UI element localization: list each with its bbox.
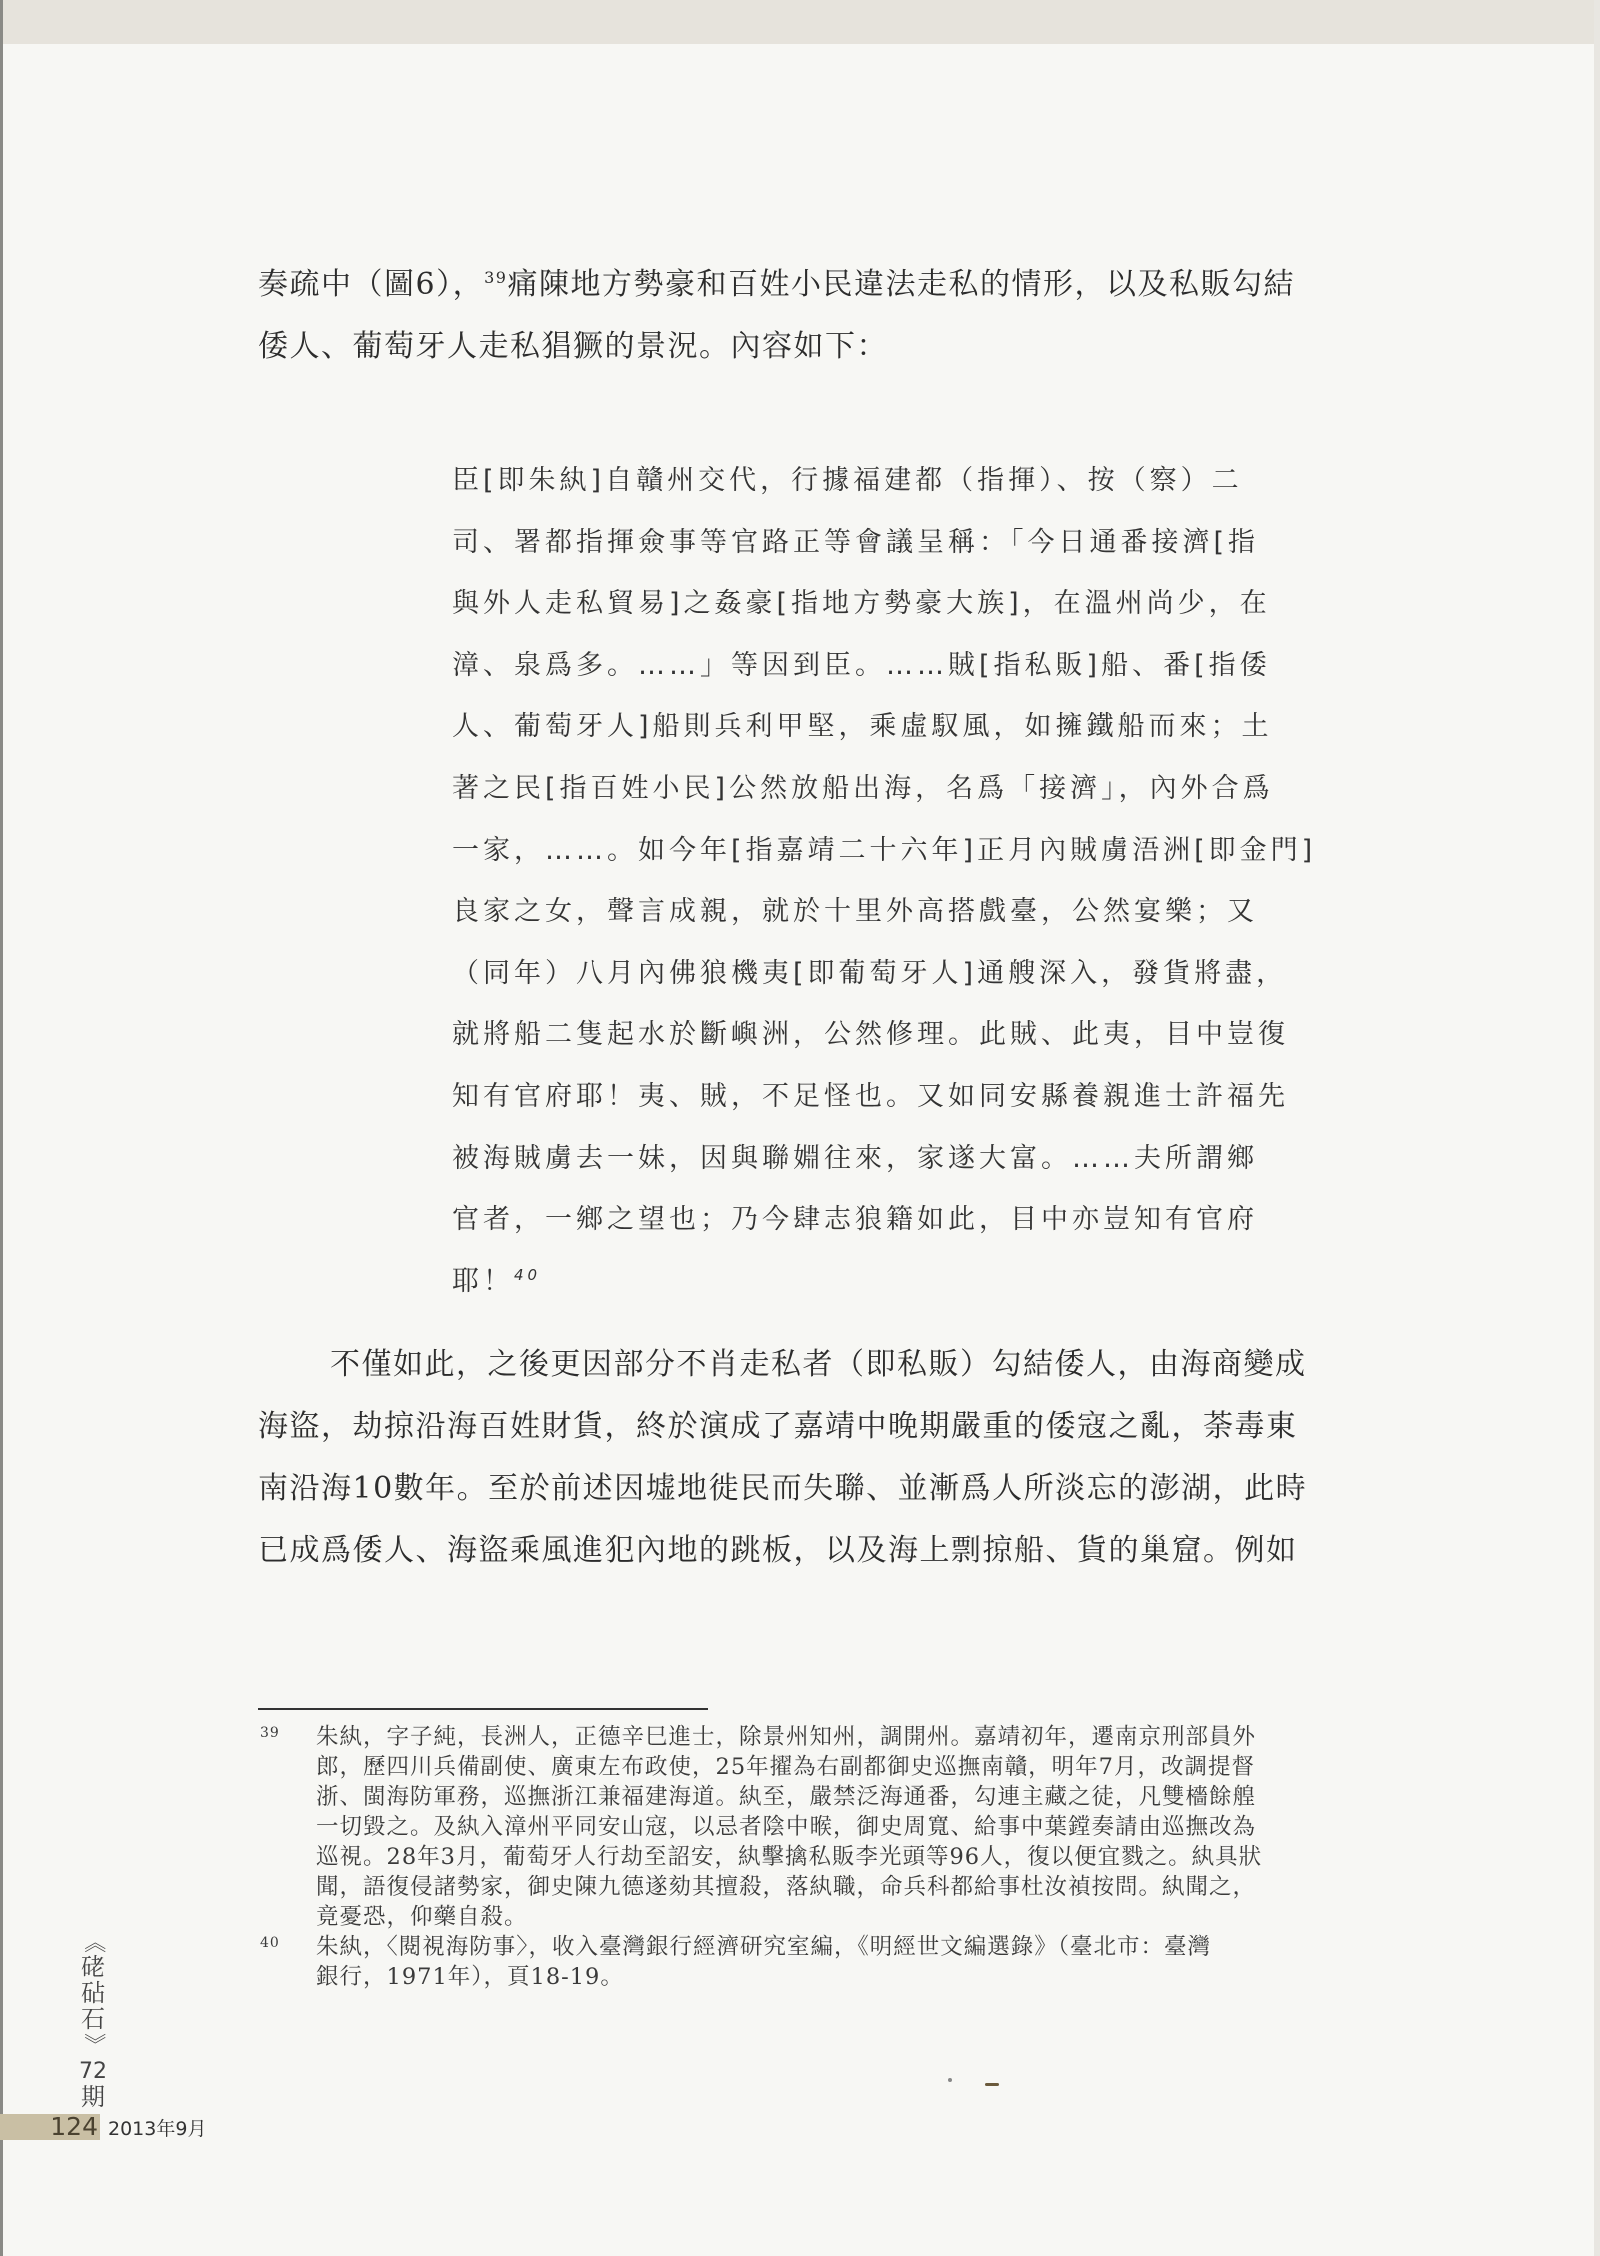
footnotes <box>258 1722 1458 1992</box>
body-text: 痛陳地方勢豪和百姓小民違法走私的情形，以及私販勾結 <box>507 267 1295 302</box>
footnote-number: 39 <box>260 1725 280 1741</box>
scan-speck <box>948 2078 952 2082</box>
scan-left-edge <box>0 0 3 2256</box>
scan-top-band <box>0 0 1600 44</box>
footnote-line: 巡視。28年3月，葡萄牙人行劫至詔安，紈擊擒私販李光頭等96人，復以便宜戮之。紈具狀 <box>316 1844 1263 1870</box>
journal-title-vertical <box>76 1930 110 2110</box>
footnote-line: 郎，歷四川兵備副使、廣東左布政使，25年擢為右副都御史巡撫南贛，明年7月，改調提督 <box>316 1754 1255 1780</box>
quote-line: 著之民[指百姓小民]公然放船出海，名爲「接濟」，內外合爲 <box>452 772 1274 804</box>
scan-right-edge <box>1594 0 1600 2256</box>
quote-line: 與外人走私貿易]之姦豪[指地方勢豪大族]，在溫州尚少，在 <box>452 588 1271 620</box>
footnote-number: 40 <box>260 1935 280 1951</box>
body-line: 不僅如此，之後更因部分不肖走私者（即私販）勾結倭人，由海商變成 <box>330 1347 1307 1382</box>
footnote-line: 一切毀之。及紈入漳州平同安山寇，以忌者陰中㬋，御史周寬、給事中葉鏜奏請由巡撫改為 <box>316 1814 1257 1840</box>
quote-line: 被海賊虜去一妹，因與聯婣往來，家遂大富。……夫所謂鄉 <box>452 1142 1258 1174</box>
body-line: 南沿海10數年。至於前述因墟地徙民而失聯、並漸爲人所淡忘的澎湖，此時 <box>258 1471 1308 1506</box>
footnote-ref-39[interactable]: 39 <box>484 268 508 287</box>
body-line: 海盜，劫掠沿海百姓財貨，終於演成了嘉靖中晚期嚴重的倭寇之亂，荼毒東 <box>258 1409 1298 1444</box>
footnote-ref-40[interactable]: 40 <box>514 1265 542 1284</box>
body-line <box>258 254 1450 316</box>
footnote-line: 竟憂恐，仰藥自殺。 <box>316 1904 528 1930</box>
title-open-bracket: 《 <box>81 1930 106 1953</box>
journal-title-char: 砧 <box>81 1979 105 2007</box>
footnote-line: 銀行，1971年），頁18-19。 <box>316 1964 624 1990</box>
issue-number: 72 <box>79 2059 107 2084</box>
quote-line: （同年）八月內佛狼機夷[即葡萄牙人]通艘深入，發貨將盡， <box>452 957 1288 989</box>
quote-line: 人、葡萄牙人]船則兵利甲堅，乘虛馭風，如擁鐵船而來；土 <box>452 711 1273 743</box>
quote-line: 就將船二隻起水於斷嶼洲，公然修理。此賊、此夷，目中豈復 <box>452 1019 1289 1051</box>
footnote-body <box>316 1932 1458 1992</box>
body-paragraph-continuation <box>258 1334 1450 1582</box>
quote-line: 知有官府耶！夷、賊，不足怪也。又如同安縣養親進士許福先 <box>452 1080 1289 1112</box>
footnote-line: 聞，語復侵諸勢家，御史陳九德遂劾其擅殺，落紈職，命兵科都給事杜汝禎按問。紈聞之， <box>316 1874 1257 1900</box>
quote-line: 良家之女，聲言成親，就於十里外高搭戲臺，公然宴樂；又 <box>452 896 1258 928</box>
footnote-39 <box>258 1722 1458 1932</box>
footnote-40 <box>258 1932 1458 1992</box>
footnote-line: 朱紈，字子純，長洲人，正德辛巳進士，除景州知州，調開州。嘉靖初年，遷南京刑部員外 <box>316 1724 1257 1750</box>
issue-suffix: 期 <box>81 2083 105 2111</box>
quote-line: 臣[即朱紈]自贛州交代，行據福建都（指揮）、按（察）二 <box>452 465 1243 496</box>
footnote-line: 浙、閩海防軍務，巡撫浙江兼福建海道。紈至，嚴禁泛海通番，勾連主藏之徒，凡雙檣餘艎 <box>316 1784 1257 1810</box>
body-paragraph-intro <box>258 254 1450 378</box>
footnote-separator-rule <box>258 1708 708 1710</box>
scan-speck <box>985 2083 999 2086</box>
quote-text: 耶！ <box>452 1265 514 1297</box>
journal-title-char: 石 <box>81 2005 105 2033</box>
quote-line: 官者，一鄉之望也；乃今肆志狼籍如此，目中亦豈知有官府 <box>452 1204 1258 1236</box>
footnote-line: 朱紈，〈閱視海防事〉，收入臺灣銀行經濟研究室編，《明經世文編選錄》（臺北市：臺灣 <box>316 1934 1212 1960</box>
block-quotation <box>452 450 1462 1312</box>
page-number: 124 <box>50 2112 98 2141</box>
quote-line: 漳、泉爲多。……」等因到臣。……賊[指私販]船、番[指倭 <box>452 649 1271 681</box>
title-close-bracket: 》 <box>81 2032 106 2055</box>
body-line: 倭人、葡萄牙人走私猖獗的景況。內容如下： <box>258 329 888 364</box>
body-line: 已成爲倭人、海盜乘風進犯內地的跳板，以及海上剽掠船、貨的巢窟。例如 <box>258 1533 1298 1568</box>
quote-line: 司、署都指揮僉事等官路正等會議呈稱：「今日通番接濟[指 <box>452 526 1260 558</box>
quote-line <box>452 1251 1462 1313</box>
footnote-body <box>316 1722 1458 1932</box>
publication-date: 2013年9月 <box>108 2118 207 2140</box>
body-text: 奏疏中（圖6）， <box>258 267 485 302</box>
quote-line: 一家，……。如今年[指嘉靖二十六年]正月內賊虜浯洲[即金門] <box>452 834 1317 866</box>
journal-title-char: 硓 <box>81 1953 105 1981</box>
